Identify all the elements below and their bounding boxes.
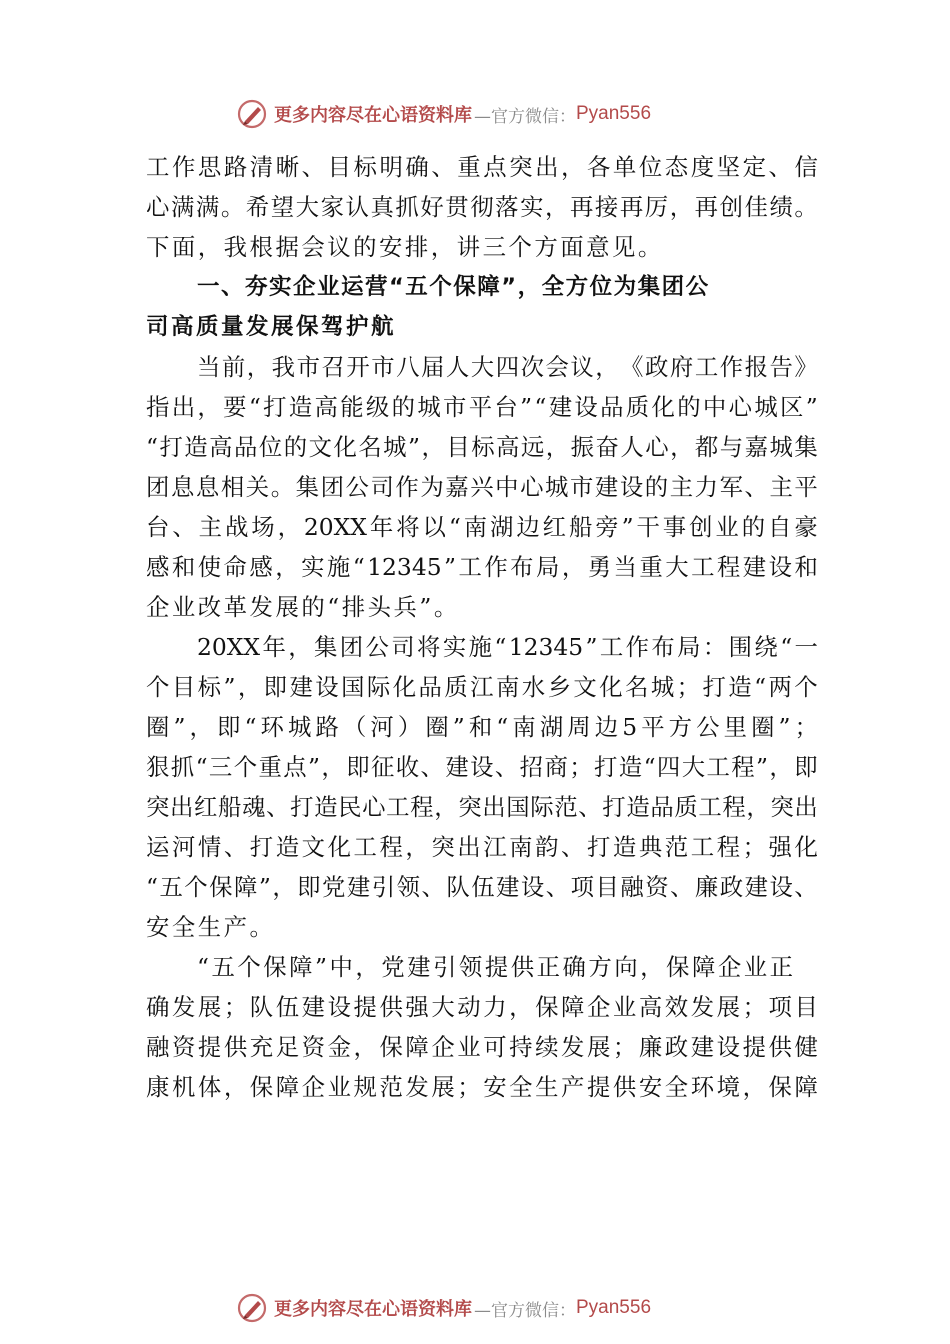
text-line: 企业改革发展的“排头兵”。 xyxy=(146,593,460,621)
banner-main-text: 更多内容尽在心语资料库 xyxy=(274,105,472,126)
text-line: 感 和 使 命 感 ， 实 施 “ 12345 ” 工 作 布 局 ， 勇 当 重 大 工 程 建 设 和 xyxy=(146,553,818,581)
text-line: 心 满 满 。 希 望 大 家 认 真 抓 好 贯 彻 落 实 ， 再 接 再 厉 ， 再 创 佳 绩 。 xyxy=(146,193,818,221)
text-line: “ 打 造 高 品 位 的 文 化 名 城 ” ， 目 标 高 远 ， 振 奋 人 心 ， 都 与 嘉 城 集 xyxy=(146,433,818,461)
text-line: 安全生产。 xyxy=(146,913,276,941)
text-line: 一、夯实企业运营“五个保障”，全方位为集团公 xyxy=(197,274,710,300)
text-line: 确 发 展 ； 队 伍 建 设 提 供 强 大 动 力 ， 保 障 企 业 高 效 发 展 ； 项 目 xyxy=(146,993,818,1021)
footer-banner xyxy=(236,1290,736,1326)
pen-logo-icon xyxy=(236,98,268,130)
text-line: 圈 ” ， 即 “ 环 城 路 （ 河 ） 圈 ” 和 “ 南 湖 周 边 5 平 方 公 里 圈 ” ； xyxy=(146,713,818,741)
text-line: 指 出 ， 要 “ 打 造 高 能 级 的 城 市 平 台 ” “ 建 设 品 质 化 的 中 心 城 区 ” xyxy=(146,393,818,421)
text-line: 狠 抓 “ 三 个 重 点 ” ， 即 征 收 、 建 设 、 招 商 ； 打 造 “ 四 大 工 程 ” ， 即 xyxy=(146,753,818,781)
text-line: 当 前 ， 我 市 召 开 市 八 届 人 大 四 次 会 议 ， 《 政 府 工 作 报 告 》 xyxy=(197,353,818,381)
text-line: 突 出 红 船 魂 、 打 造 民 心 工 程 ， 突 出 国 际 范 、 打 造 品 质 工 程 ， 突 出 xyxy=(146,793,818,821)
text-line: 运 河 情 、 打 造 文 化 工 程 ， 突 出 江 南 韵 、 打 造 典 范 工 程 ； 强 化 xyxy=(146,833,818,861)
banner-separator: —官方微信： xyxy=(474,1300,576,1321)
banner-main-text: 更多内容尽在心语资料库 xyxy=(274,1299,472,1320)
text-line: 台 、 主 战 场 ， 20XX 年 将 以 “ 南 湖 边 红 船 旁 ” 干 事 创 业 的 自 豪 xyxy=(146,513,818,541)
text-line: 团 息 息 相 关 。 集 团 公 司 作 为 嘉 兴 中 心 城 市 建 设 的 主 力 军 、 主 平 xyxy=(146,473,818,501)
text-line: 20XX 年 ， 集 团 公 司 将 实 施 “ 12345 ” 工 作 布 局 ： 围 绕 “ 一 xyxy=(197,633,818,661)
pen-logo-icon xyxy=(236,1292,268,1324)
text-line: 工 作 思 路 清 晰 、 目 标 明 确 、 重 点 突 出 ， 各 单 位 态 度 坚 定 、 信 xyxy=(146,153,818,181)
text-line: 下面，我根据会议的安排，讲三个方面意见。 xyxy=(146,233,664,261)
text-line: 个 目 标 ” ， 即 建 设 国 际 化 品 质 江 南 水 乡 文 化 名 城 ； 打 造 “ 两 个 xyxy=(146,673,818,701)
header-banner xyxy=(236,96,736,132)
document-body xyxy=(146,147,818,1107)
text-line: 司高质量发展保驾护航 xyxy=(146,314,397,340)
text-line: 融 资 提 供 充 足 资 金 ， 保 障 企 业 可 持 续 发 展 ； 廉 政 建 设 提 供 健 xyxy=(146,1033,818,1061)
text-line: 康 机 体 ， 保 障 企 业 规 范 发 展 ； 安 全 生 产 提 供 安 全 环 境 ， 保 障 xyxy=(146,1073,818,1101)
banner-wechat-id: Pyan556 xyxy=(576,103,652,124)
banner-wechat-id: Pyan556 xyxy=(576,1297,652,1318)
banner-separator: —官方微信： xyxy=(474,106,576,127)
text-line: “五个保障”中，党建引领提供正确方向，保障企业正 xyxy=(197,953,796,981)
text-line: “ 五 个 保 障 ” ， 即 党 建 引 领 、 队 伍 建 设 、 项 目 融 资 、 廉 政 建 设 、 xyxy=(146,873,818,901)
